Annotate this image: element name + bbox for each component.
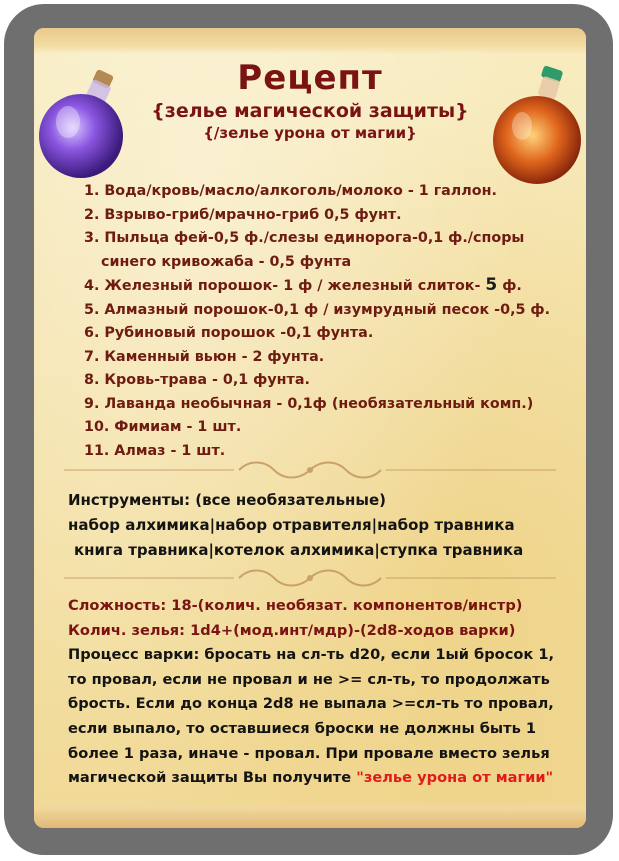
list-item xyxy=(84,274,584,299)
process-text: магической защиты Вы получите xyxy=(68,769,357,787)
quantity-number: 5 xyxy=(485,275,498,295)
list-item: 3. Пыльца фей-0,5 ф./слезы единорога-0,1 ф./споры xyxy=(84,230,525,246)
scroll-top-edge xyxy=(34,28,586,54)
list-item: 5. Алмазный порошок-0,1 ф / изумрудный песок -0,5 ф. xyxy=(84,301,551,318)
tools-section xyxy=(68,488,568,563)
list-item-text: 4. Железный порошок- 1 ф / железный слиток- xyxy=(84,278,486,294)
tools-heading: Инструменты: (все необязательные) xyxy=(68,491,387,509)
process-line: если выпало, то оставшиеся броски не должны быть 1 xyxy=(68,719,537,737)
list-item: 11. Алмаз - 1 шт. xyxy=(84,442,226,459)
list-item: 8. Кровь-трава - 0,1 фунта. xyxy=(84,372,310,388)
failure-result-text: "зелье урона от магии" xyxy=(356,769,554,787)
process-line: брость. Если до конца 2d8 не выпала >=сл-ть то провал, xyxy=(68,695,554,713)
ornament-divider-icon xyxy=(34,460,586,480)
tools-line: книга травника|котелок алхимика|ступка травника xyxy=(74,541,524,559)
list-item-unit: ф. xyxy=(497,278,522,294)
process-line: Процесс варки: бросать на сл-ть d20, если 1ый бросок 1, xyxy=(68,646,555,664)
ingredients-list xyxy=(84,180,584,463)
tools-line: набор алхимика|набор отравителя|набор травника xyxy=(68,516,515,534)
ornament-divider-icon xyxy=(34,568,586,588)
list-item: 6. Рубиновый порошок -0,1 фунта. xyxy=(84,325,374,341)
scroll-bottom-edge xyxy=(34,800,586,828)
process-line: то провал, если не провал и не >= сл-ть, то продолжать xyxy=(68,670,550,688)
page-title: Рецепт xyxy=(237,58,383,98)
list-item: 9. Лаванда необычная - 0,1ф (необязательный комп.) xyxy=(84,395,534,412)
brewing-section xyxy=(68,594,568,791)
difficulty-text: Сложность: 18-(колич. необязат. компонентов/инстр) xyxy=(68,597,523,614)
list-item: 10. Фимиам - 1 шт. xyxy=(84,419,242,435)
quantity-text: Колич. зелья: 1d4+(мод.инт/мдр)-(2d8-ходов варки) xyxy=(68,621,516,639)
process-line xyxy=(68,766,568,791)
potion-name: {зелье магической защиты} xyxy=(151,100,469,122)
recipe-card xyxy=(34,28,586,828)
list-item: 7. Каменный вьюн - 2 фунта. xyxy=(84,348,325,365)
list-item-continuation: синего кривожаба - 0,5 фунта xyxy=(101,253,352,270)
list-item: 2. Взрыво-гриб/мрачно-гриб 0,5 фунт. xyxy=(84,206,402,223)
potion-alt-name: {/зелье урона от магии} xyxy=(203,124,417,142)
list-item: 1. Вода/кровь/масло/алкоголь/молоко - 1 галлон. xyxy=(84,183,497,199)
process-line: более 1 раза, иначе - провал. При провале вместо зелья xyxy=(68,744,550,762)
